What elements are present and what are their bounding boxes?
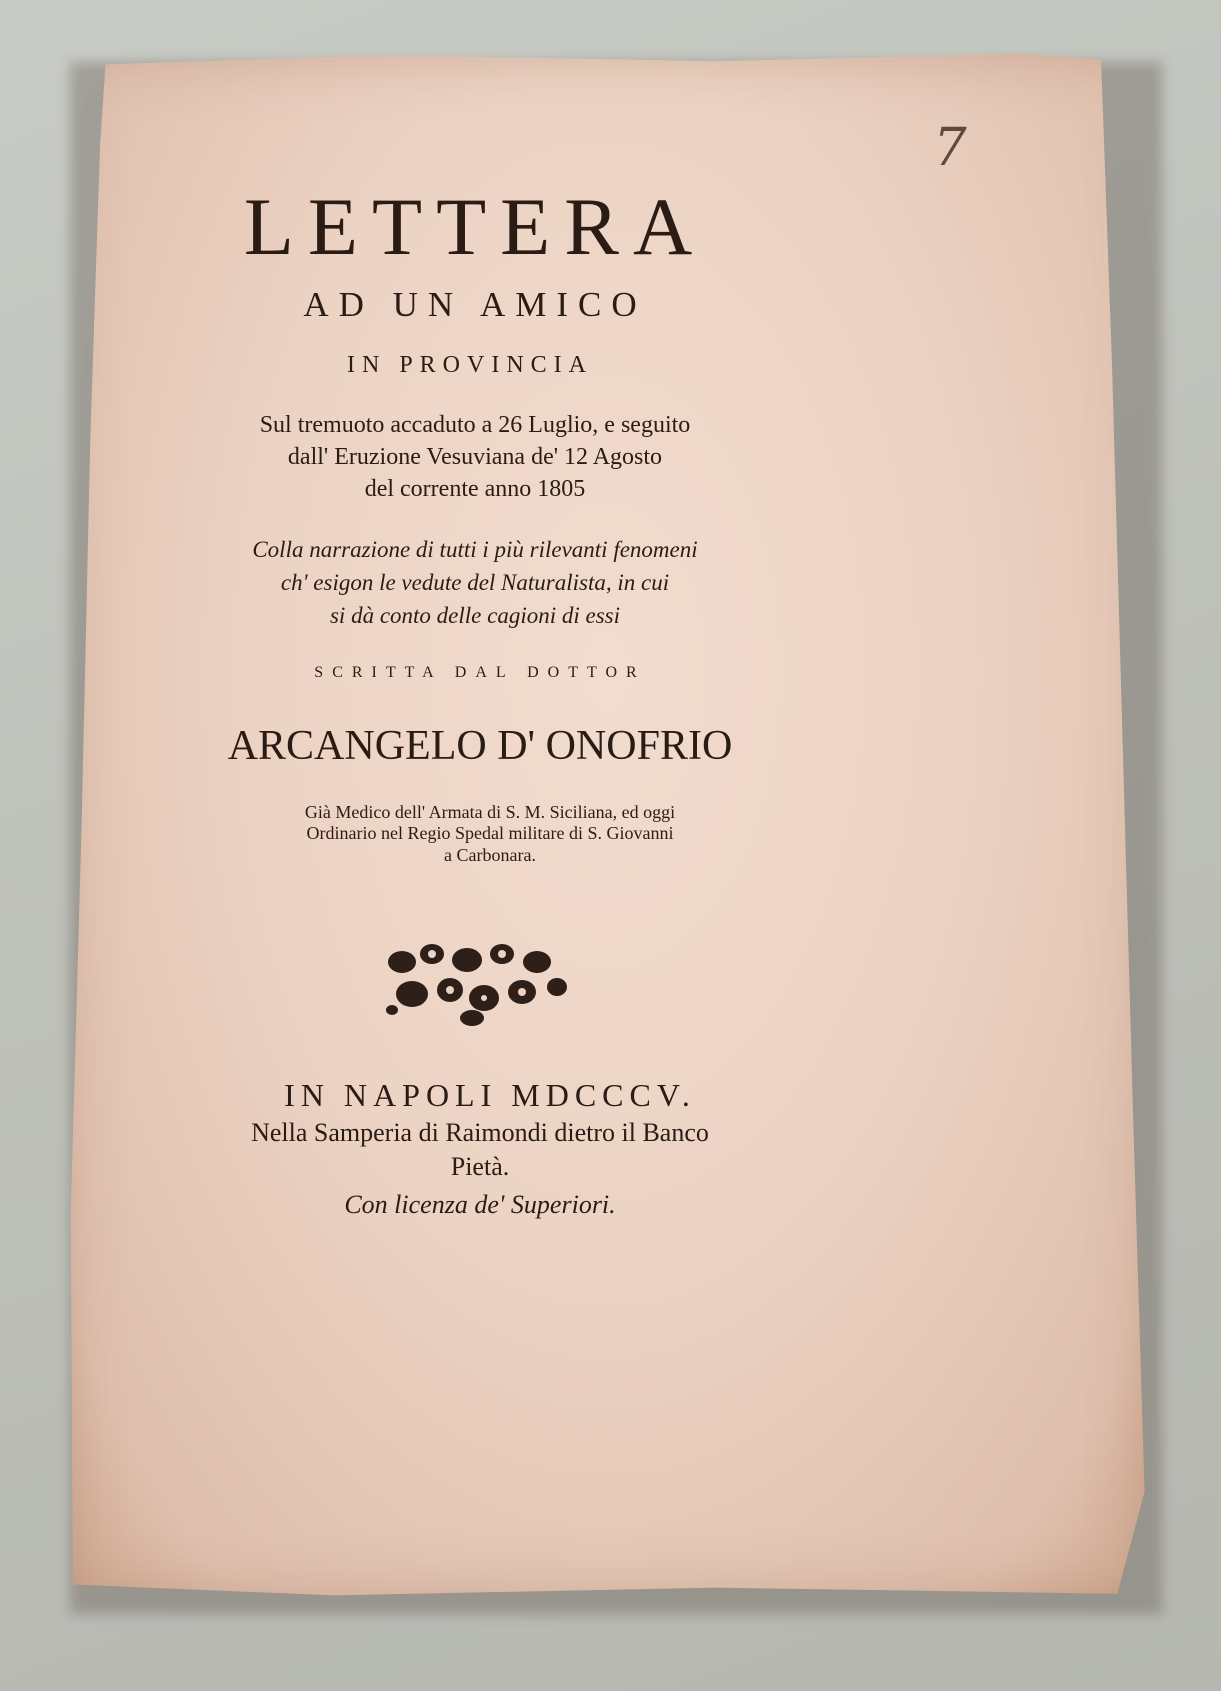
author-detail-line: Ordinario nel Regio Spedal militare di S. Giovanni (306, 823, 674, 843)
written-by-label: SCRITTA DAL DOTTOR (314, 664, 646, 681)
page-title: LETTERA (243, 181, 707, 272)
printer-line: Pietà. (450, 1152, 510, 1181)
italic-line: Colla narrazione di tutti i più rilevanti fenomeni (252, 537, 698, 562)
author-name: ARCANGELO D' ONOFRIO (227, 723, 733, 769)
italic-line: ch' esigon le vedute del Naturalista, in cui (280, 570, 670, 595)
description-line: del corrente anno 1805 (364, 476, 586, 502)
author-detail-line: a Carbonara. (444, 845, 536, 865)
floral-ornament-icon (372, 932, 582, 1032)
handwritten-mark: 7 (933, 118, 967, 178)
description-line: Sul tremuoto accaduto a 26 Luglio, e seguito (259, 412, 691, 438)
printer-line: Nella Samperia di Raimondi dietro il Banco (251, 1118, 709, 1147)
license-line: Con licenza de' Superiori. (344, 1190, 616, 1219)
subtitle-line-1: AD UN AMICO (303, 285, 647, 324)
subtitle-line-2: IN PROVINCIA (347, 352, 593, 378)
description-line: dall' Eruzione Vesuviana de' 12 Agosto (287, 444, 663, 470)
author-detail-line: Già Medico dell' Armata di S. M. Siciliana, ed oggi (304, 802, 676, 822)
place-date: IN NAPOLI MDCCCV. (284, 1077, 696, 1113)
italic-line: si dà conto delle cagioni di essi (329, 603, 620, 628)
